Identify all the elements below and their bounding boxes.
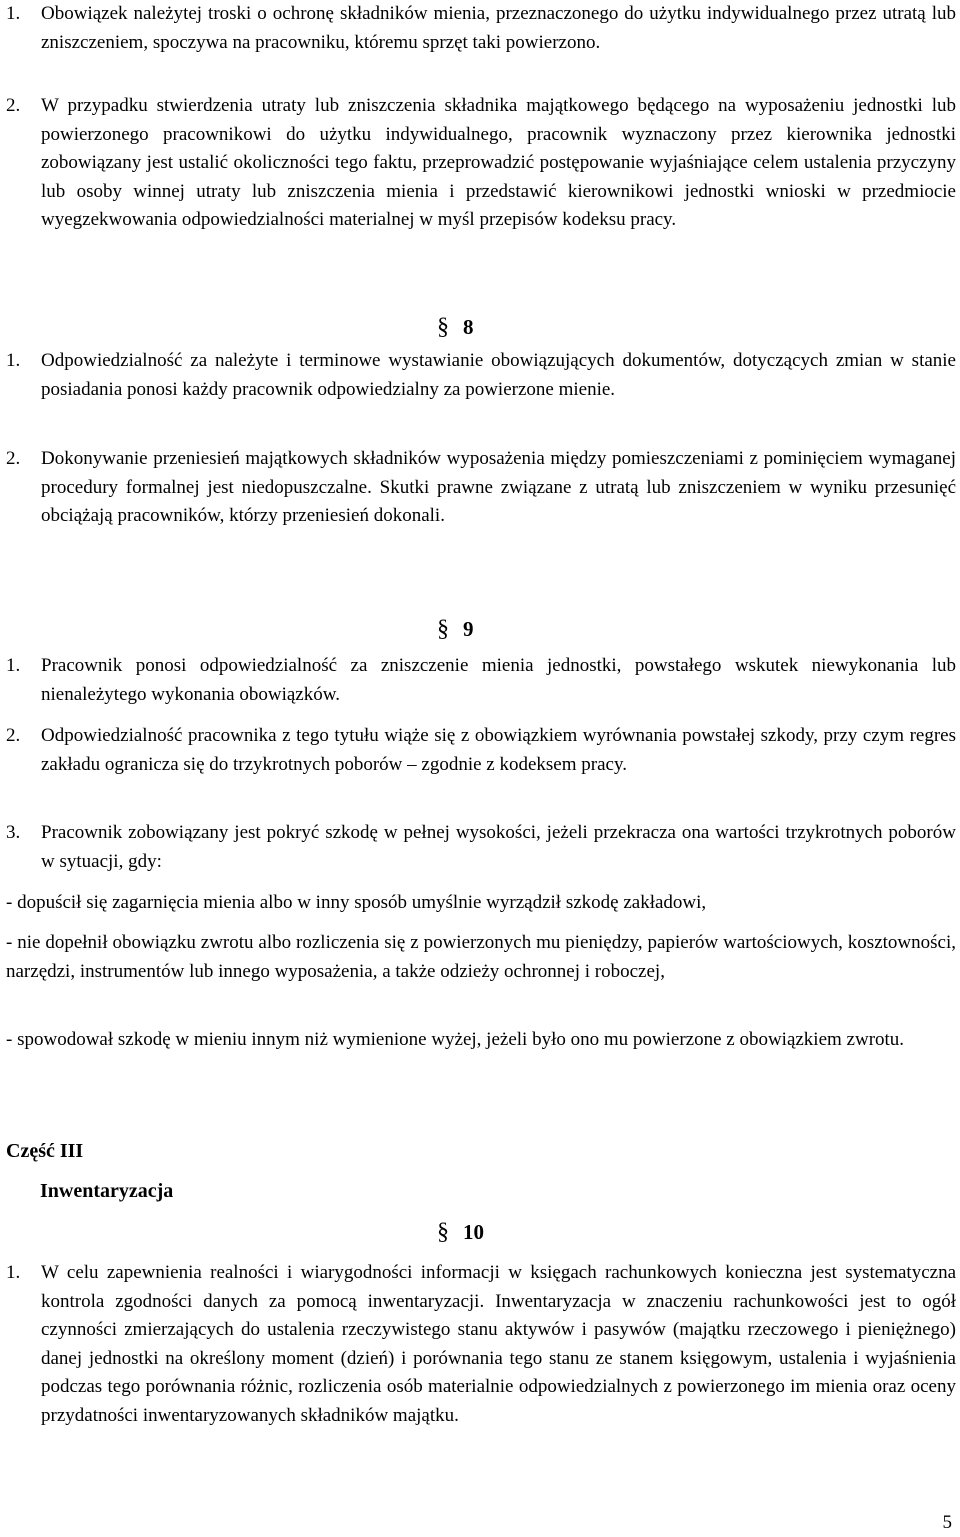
item-text: Dokonywanie przeniesień majątkowych składników wyposażenia między pomieszczeniami z pominięciem wymaganej procedury formalnej jest niedopuszczalne. Skutki prawne związane z utratą lub zniszczeniem w wyniku przesunięć obciążają pracowników, którzy przeniesień dokonali. — [41, 448, 956, 527]
section-mark: § — [437, 1219, 449, 1245]
item-text: Pracownik zobowiązany jest pokryć szkodę w pełnej wysokości, jeżeli przekracza ona wartości trzykrotnych poborów w sytuacji, gdy: — [41, 822, 956, 872]
item-number: 2. — [6, 448, 21, 469]
section-mark: § — [437, 616, 449, 642]
s8-item-2 — [6, 445, 956, 531]
s9-dash-1: - dopuścił się zagarnięcia mienia albo w inny sposób umyślnie wyrządził szkodę zakładowi, — [6, 892, 707, 913]
part-subtitle: Inwentaryzacja — [40, 1180, 174, 1202]
item-number: 1. — [6, 1262, 21, 1283]
s7-item-2 — [6, 92, 956, 235]
s9-item-2 — [6, 722, 956, 779]
section-heading-10 — [437, 1218, 484, 1246]
s9-item-1 — [6, 652, 956, 709]
item-number: 2. — [6, 95, 21, 116]
item-text: W przypadku stwierdzenia utraty lub zniszczenia składnika majątkowego będącego na wyposażeniu jednostki lub powierzonego pracownikowi do użytku indywidualnego, pracownik wyznaczony przez kierownika jednostki zobowiązany jest ustalić okoliczności tego faktu, przeprowadzić postępowanie wyjaśniające celem ustalenia przyczyny lub osoby winnej utraty lub zniszczenia mienia i przedstawić kierownikowi jednostki wnioski w przedmiocie wyegzekwowania odpowiedzialności materialnej w myśl przepisów kodeksu pracy. — [41, 95, 956, 231]
item-number: 1. — [6, 3, 21, 24]
item-text: W celu zapewnienia realności i wiarygodności informacji w księgach rachunkowych konieczna jest systematyczna kontrola zgodności danych za pomocą inwentaryzacji. Inwentaryzacja w znaczeniu rachunkowości jest to ogół czynności zmierzających do ustalenia rzeczywistego stanu aktywów i pasywów (majątku rzeczowego i pieniężnego) danej jednostki na określony moment (dzień) i porównania tego stanu ze stanem księgowym, ustalenia i wyjaśnienia podczas tego porównania różnic, rozliczenia osób materialnie odpowiedzialnych z powierzonego im mienia oraz oceny przydatności inwentaryzowanych składników majątku. — [41, 1262, 956, 1426]
item-number: 2. — [6, 725, 21, 746]
section-number: 10 — [463, 1220, 484, 1244]
item-text: Odpowiedzialność pracownika z tego tytułu wiąże się z obowiązkiem wyrównania powstałej szkody, przy czym regres zakładu ogranicza się do trzykrotnych poborów – zgodnie z kodeksem pracy. — [41, 725, 956, 775]
item-number: 1. — [6, 655, 21, 676]
item-text: Obowiązek należytej troski o ochronę składników mienia, przeznaczonego do użytku indywidualnego przez utratą lub zniszczeniem, spoczywa na pracowniku, któremu sprzęt taki powierzono. — [41, 3, 956, 53]
item-text: Pracownik ponosi odpowiedzialność za zniszczenie mienia jednostki, powstałego wskutek niewykonania lub nienależytego wykonania obowiązków. — [41, 655, 956, 705]
s7-item-1 — [6, 0, 956, 57]
section-number: 9 — [463, 617, 474, 641]
section-heading-9 — [437, 615, 474, 643]
section-heading-8 — [437, 313, 474, 341]
s10-item-1 — [6, 1259, 956, 1431]
s9-dash-3: - spowodował szkodę w mieniu innym niż wymienione wyżej, jeżeli było ono mu powierzone z obowiązkiem zwrotu. — [6, 1029, 905, 1050]
s8-item-1 — [6, 347, 956, 404]
page-number: 5 — [942, 1512, 952, 1533]
item-text: Odpowiedzialność za należyte i terminowe wystawianie obowiązujących dokumentów, dotyczących zmian w stanie posiadania ponosi każdy pracownik odpowiedzialny za powierzone mienie. — [41, 350, 956, 400]
section-mark: § — [437, 314, 449, 340]
s9-dash-2: - nie dopełnił obowiązku zwrotu albo rozliczenia się z powierzonych mu pieniędzy, papierów wartościowych, kosztowności, narzędzi, instrumentów lub innego wyposażenia, a także odzieży ochronnej i roboczej, — [6, 932, 956, 982]
s9-item-3 — [6, 819, 956, 876]
part-title: Część III — [6, 1140, 84, 1162]
section-number: 8 — [463, 315, 474, 339]
item-number: 1. — [6, 350, 21, 371]
item-number: 3. — [6, 822, 21, 843]
